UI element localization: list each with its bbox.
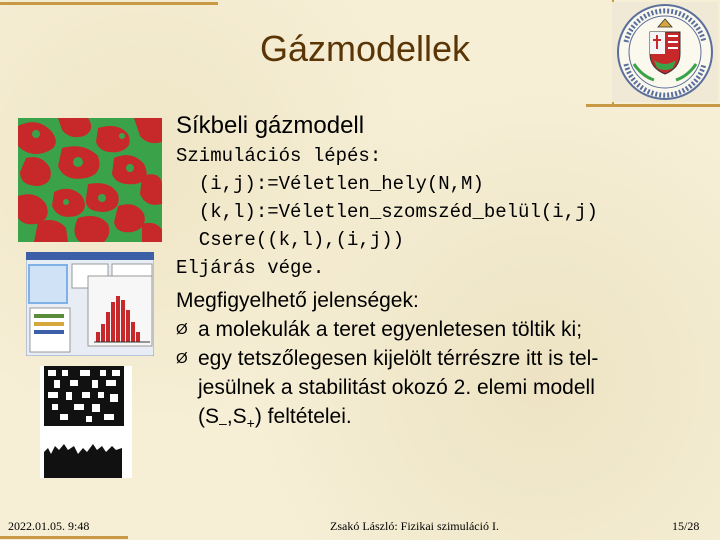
code-line: Eljárás vége.	[176, 257, 325, 279]
top-left-rule	[0, 2, 218, 5]
gas-simulation-image	[18, 118, 162, 242]
bullet-item	[176, 315, 716, 344]
seal-bottom-rule	[586, 104, 720, 107]
section-heading: Síkbeli gázmodell	[176, 112, 365, 139]
simulation-program-screenshot	[26, 252, 154, 356]
bullet-item	[176, 344, 716, 438]
footer-page-number: 15/28	[672, 519, 700, 533]
footer-date: 2022.01.05. 9:48	[8, 519, 90, 533]
slide-content	[176, 110, 716, 438]
code-line: (i,j):=Véletlen_hely(N,M)	[176, 173, 484, 195]
s-plus: $S_+$	[232, 405, 255, 432]
slide-title: Gázmodellek	[259, 28, 471, 69]
bullet-text: a molekulák a teret egyenletesen töltik ki;	[198, 318, 583, 341]
university-seal-icon	[612, 2, 718, 102]
algorithm-code	[176, 142, 716, 282]
observations-label: Megfigyelhető jelenségek:	[176, 289, 419, 312]
s-minus: $S_-$	[205, 405, 227, 432]
arrow-bullet-icon: Ø	[176, 350, 188, 367]
bullet-text: egy tetszőlegesen kijelölt térrészre itt is tel-	[198, 347, 599, 370]
arrow-bullet-icon: Ø	[176, 321, 188, 338]
footer-author: Zsakó László: Fizikai szimuláció I.	[330, 519, 499, 533]
bullet-text: jesülnek a stabilitást okozó 2. elemi modell	[198, 376, 595, 399]
code-line: Csere((k,l),(i,j))	[176, 229, 405, 251]
code-line: (k,l):=Véletlen_szomszéd_belül(i,j)	[176, 201, 598, 223]
bullet-text: $(S_-,S_+)$ feltételei.	[198, 405, 352, 432]
bottom-left-rule	[0, 536, 128, 539]
code-line: Szimulációs lépés:	[176, 145, 382, 167]
grid-simulation-image	[40, 366, 132, 478]
